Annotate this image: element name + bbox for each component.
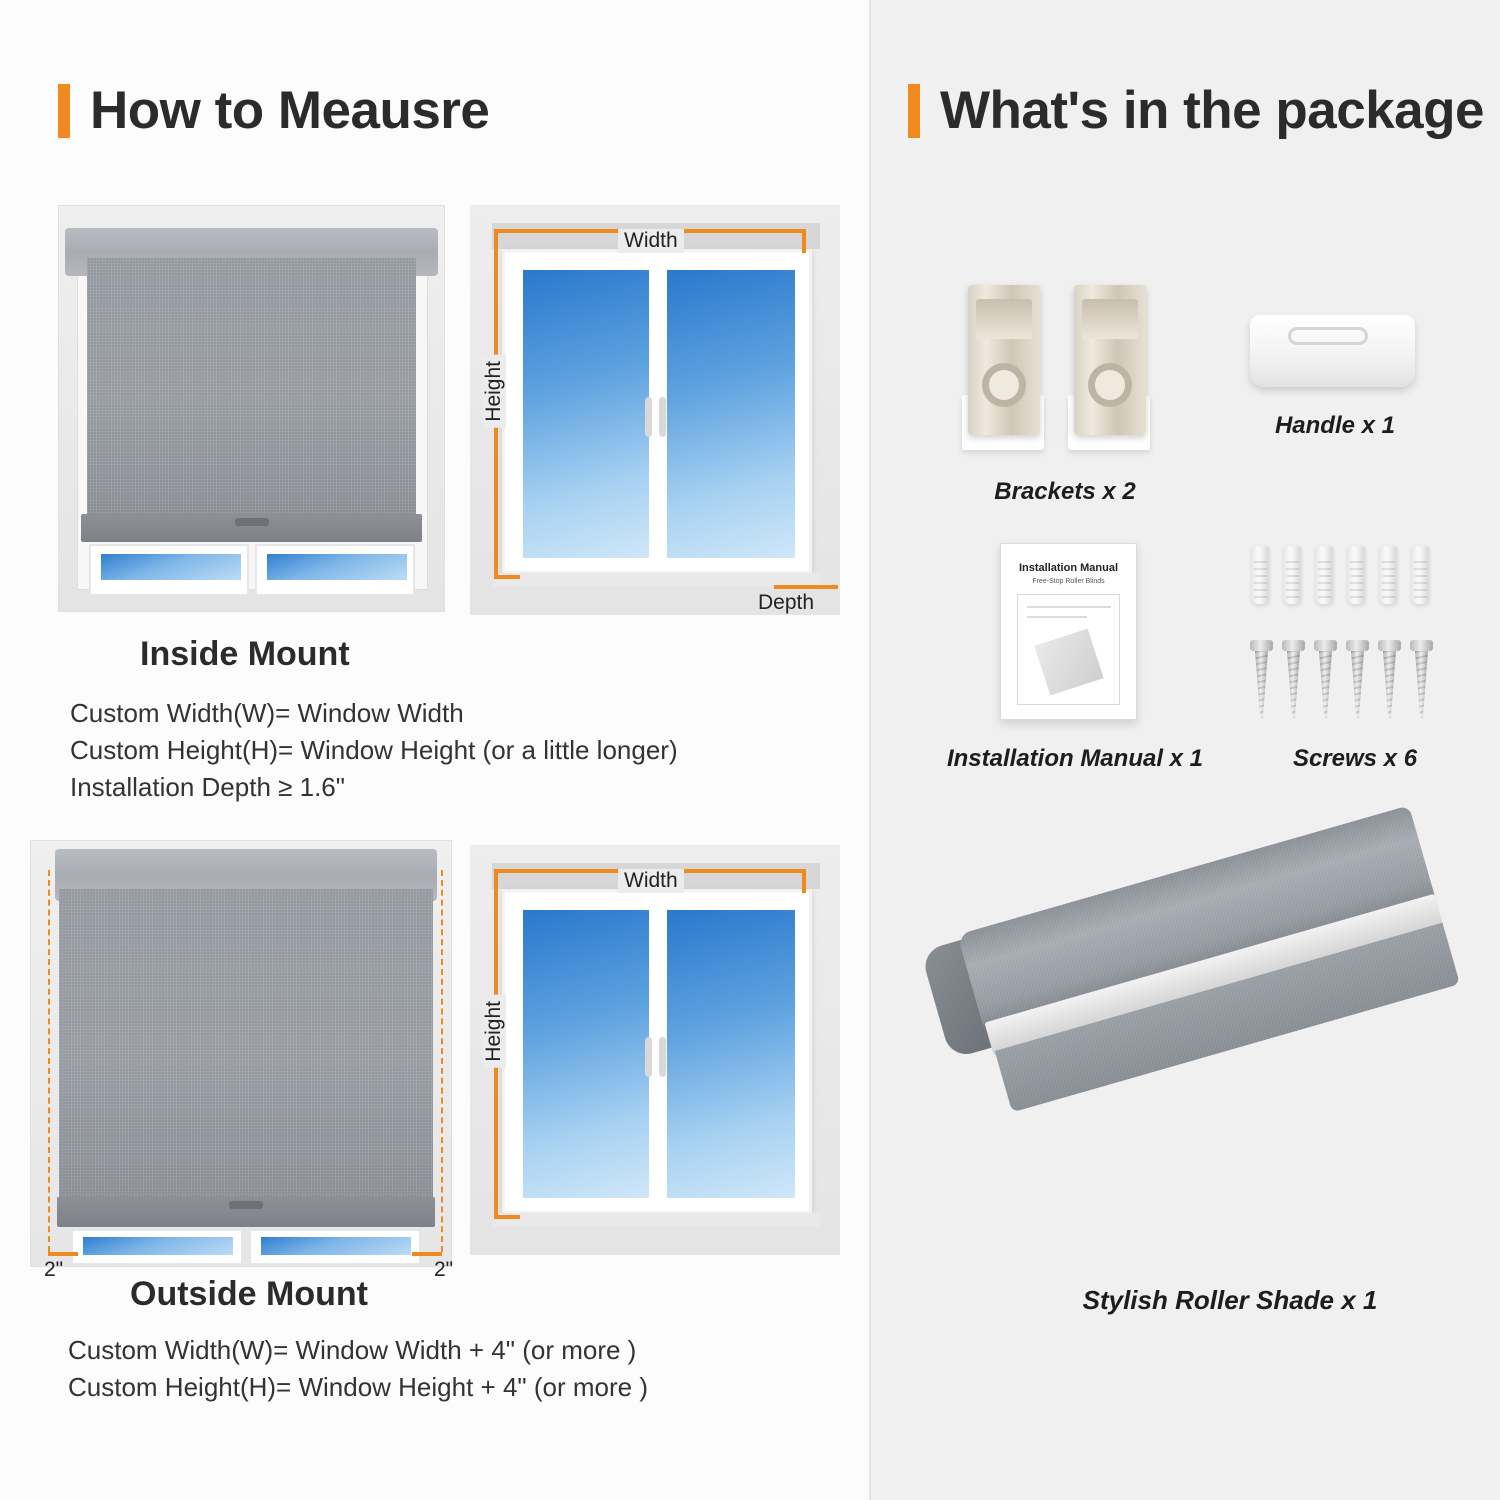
- overhang-line-left: [48, 1252, 78, 1256]
- diagram-handle-left-2: [645, 1037, 652, 1077]
- heading-text-2: What's in the package: [940, 81, 1485, 140]
- screw-shaft-icon: [1319, 651, 1332, 718]
- screw-shaft-icon: [1287, 651, 1300, 718]
- screw-2: [1286, 640, 1301, 718]
- window-glass-left: [101, 554, 241, 580]
- overhang-label-right: 2": [434, 1258, 454, 1281]
- outside-mount-caption: Outside Mount: [130, 1275, 368, 1313]
- diagram-handle-left: [645, 397, 652, 437]
- screw-shaft-icon: [1351, 651, 1364, 718]
- panel-divider: [869, 0, 871, 1500]
- dim-width-label: Width: [618, 229, 684, 253]
- outside-window-sash-left: [71, 1229, 243, 1265]
- heading-package: [908, 80, 1484, 141]
- manual-title: Installation Manual: [1018, 562, 1118, 574]
- shade-fabric: [87, 258, 416, 516]
- diagram-sill-2: [494, 1213, 820, 1227]
- wall-anchor-6: [1412, 546, 1429, 604]
- manual-subtitle: Free-Stop Roller Blinds: [1032, 578, 1105, 585]
- manual-label: Installation Manual x 1: [946, 745, 1204, 772]
- roller-shade-label: Stylish Roller Shade x 1: [1082, 1285, 1378, 1315]
- dim-depth-line: [774, 585, 838, 589]
- screw-shaft-icon: [1255, 651, 1268, 718]
- diagram-pane-left-2: [517, 904, 655, 1204]
- outside-line-2: Custom Height(H)= Window Height + 4" (or more ): [68, 1372, 648, 1402]
- wall-anchor-2: [1284, 546, 1301, 604]
- bracket-left: [968, 285, 1040, 435]
- screw-shaft-icon: [1383, 651, 1396, 718]
- brackets-label: Brackets x 2: [994, 478, 1136, 505]
- screw-5: [1382, 640, 1397, 718]
- screw-1: [1254, 640, 1269, 718]
- diagram-pane-left: [517, 264, 655, 564]
- dim-height-label: Height: [482, 355, 506, 428]
- wall-anchor-4: [1348, 546, 1365, 604]
- dim-width-label-2: Width: [618, 869, 684, 893]
- screw-head-icon: [1378, 640, 1401, 651]
- screw-head-icon: [1346, 640, 1369, 651]
- screw-head-icon: [1410, 640, 1433, 651]
- overhang-dashed-right: [441, 870, 443, 1252]
- screw-3: [1318, 640, 1333, 718]
- diagram-pane-right: [661, 264, 801, 564]
- outside-line-1: Custom Width(W)= Window Width + 4" (or more ): [68, 1335, 637, 1365]
- inside-line-1: Custom Width(W)= Window Width: [70, 698, 464, 728]
- wall-anchor-1: [1252, 546, 1269, 604]
- dim-height-tick-bottom: [494, 575, 520, 579]
- installation-manual: [1000, 543, 1137, 720]
- inside-mount-photo: [58, 205, 445, 612]
- outside-shade-bottom-rail: [57, 1197, 435, 1227]
- diagram-sill: [494, 573, 820, 587]
- window-sash-right: [255, 544, 415, 596]
- diagram-handle-right-2: [659, 1037, 666, 1077]
- inside-mount-caption: Inside Mount: [140, 635, 350, 673]
- accent-bar-icon: [58, 84, 70, 138]
- window-glass-right: [267, 554, 407, 580]
- dim-width-tick-right-2: [802, 869, 806, 893]
- handle-label: Handle x 1: [1274, 412, 1396, 439]
- dim-height-tick-bottom-2: [494, 1215, 520, 1219]
- outside-window-glass-right: [261, 1237, 411, 1255]
- diagram-pane-right-2: [661, 904, 801, 1204]
- screw-head-icon: [1314, 640, 1337, 651]
- outside-window-glass-left: [83, 1237, 233, 1255]
- inside-line-3: Installation Depth ≥ 1.6": [70, 772, 345, 802]
- overhang-line-right: [412, 1252, 442, 1256]
- wall-anchor-3: [1316, 546, 1333, 604]
- screw-6: [1414, 640, 1429, 718]
- outside-shade-fabric: [59, 889, 433, 1201]
- outside-window-sash-right: [249, 1229, 421, 1265]
- overhang-label-left: 2": [44, 1258, 64, 1281]
- handle-part: [1250, 315, 1415, 387]
- screw-4: [1350, 640, 1365, 718]
- outside-mount-photo: [30, 840, 452, 1267]
- window-sash-left: [89, 544, 249, 596]
- screws-label: Screws x 6: [1292, 745, 1418, 772]
- overhang-dashed-left: [48, 870, 50, 1252]
- outside-mount-measure-diagram: [470, 845, 840, 1255]
- heading-how-to-measure: [58, 80, 489, 141]
- screw-shaft-icon: [1415, 651, 1428, 718]
- dim-depth-label: Depth: [758, 591, 815, 614]
- heading-text: How to Meausre: [90, 81, 490, 140]
- bracket-right: [1074, 285, 1146, 435]
- inside-mount-measure-diagram: [470, 205, 840, 615]
- diagram-window-frame-2: [502, 889, 812, 1214]
- manual-line-1: [1027, 606, 1111, 608]
- screw-head-icon: [1250, 640, 1273, 651]
- diagram-window-frame: [502, 249, 812, 574]
- shade-bottom-rail: [81, 514, 422, 542]
- inside-line-2: Custom Height(H)= Window Height (or a little longer): [70, 735, 678, 765]
- dim-height-label-2: Height: [482, 995, 506, 1068]
- screw-head-icon: [1282, 640, 1305, 651]
- manual-line-2: [1027, 616, 1087, 618]
- dim-width-tick-right: [802, 229, 806, 253]
- accent-bar-icon-2: [908, 84, 920, 138]
- diagram-handle-right: [659, 397, 666, 437]
- wall-anchor-5: [1380, 546, 1397, 604]
